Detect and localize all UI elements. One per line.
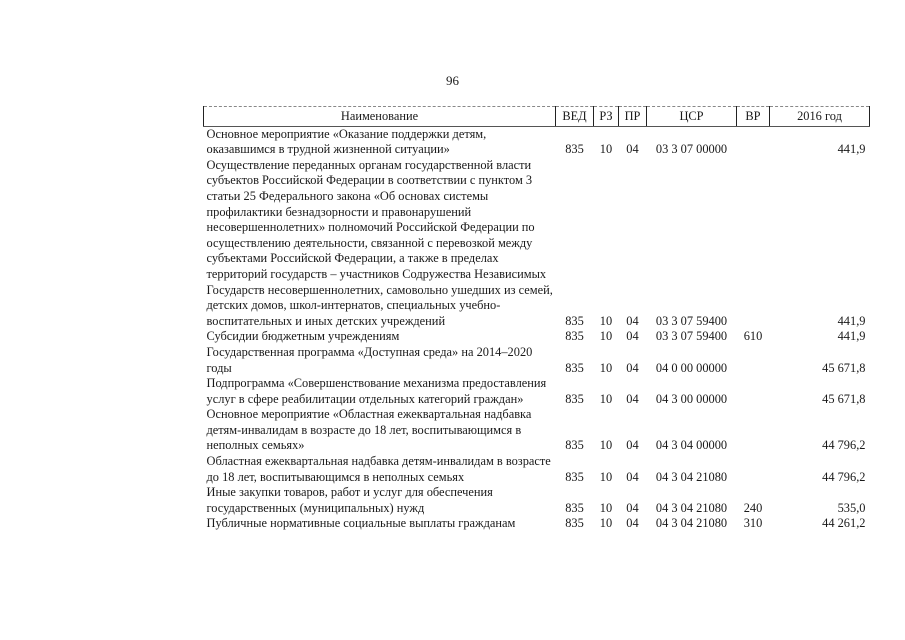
row-pr: 04 [626, 516, 639, 531]
header-pr: ПР [619, 107, 647, 127]
row-rz: 10 [599, 329, 613, 344]
row-vr [737, 376, 770, 407]
row-pr: 04 [626, 500, 639, 515]
row-sum: 535,0 [837, 500, 866, 515]
row-sum: 441,9 [837, 313, 866, 328]
table-row [204, 329, 870, 345]
table-row [204, 126, 870, 158]
row-csr: 04 3 04 21080 [655, 500, 728, 515]
row-rz: 10 [599, 500, 613, 515]
row-ved: 835 [565, 329, 584, 344]
row-name: Публичные нормативные социальные выплаты гражданам [206, 516, 516, 531]
row-sum: 45 671,8 [822, 360, 866, 375]
row-sum: 441,9 [837, 142, 866, 157]
row-sum: 441,9 [837, 329, 866, 344]
row-rz: 10 [599, 313, 613, 328]
row-pr: 04 [626, 142, 639, 157]
row-vr: 240 [743, 500, 763, 515]
row-vr [737, 454, 770, 485]
row-ved: 835 [565, 469, 584, 484]
row-sum: 45 671,8 [822, 391, 866, 406]
row-rz: 10 [599, 516, 613, 531]
row-vr [737, 407, 770, 454]
row-ved: 835 [565, 142, 584, 157]
row-name: Основное мероприятие «Областная ежеквартальная надбавка детям-инвалидам в возрасте до 18 лет, воспитывающимся в неполных семьях» [206, 407, 532, 453]
row-rz: 10 [599, 469, 613, 484]
row-ved: 835 [565, 360, 584, 375]
table-row [204, 376, 870, 407]
row-pr: 04 [626, 313, 639, 328]
header-vr: ВР [737, 107, 770, 127]
table-row [204, 454, 870, 485]
row-csr: 04 0 00 00000 [655, 360, 728, 375]
row-pr: 04 [626, 469, 639, 484]
table-header-row [204, 107, 870, 127]
row-ved: 835 [565, 313, 584, 328]
row-vr [737, 158, 770, 330]
row-name: Подпрограмма «Совершенствование механизма предоставления услуг в сфере реабилитации отдельных категорий граждан» [206, 376, 547, 406]
row-name: Государственная программа «Доступная среда» на 2014–2020 годы [206, 344, 533, 375]
row-ved: 835 [565, 391, 584, 406]
header-ved: ВЕД [556, 107, 594, 127]
row-ved: 835 [565, 438, 584, 453]
header-rz: РЗ [594, 107, 619, 127]
row-csr: 04 3 00 00000 [655, 391, 728, 406]
row-rz: 10 [599, 142, 613, 157]
row-name: Иные закупки товаров, работ и услуг для обеспечения государственных (муниципальных) нужд [206, 485, 493, 515]
row-rz: 10 [599, 391, 613, 406]
table-row [204, 345, 870, 376]
row-csr: 03 3 07 59400 [655, 329, 728, 344]
table-row [204, 407, 870, 454]
row-name: Основное мероприятие «Оказание поддержки детям, оказавшимся в трудной жизненной ситуации» [206, 126, 487, 157]
row-name: Областная ежеквартальная надбавка детям-инвалидам в возрасте до 18 лет, воспитывающимся в неполных семьях [206, 454, 551, 484]
row-name: Субсидии бюджетным учреждениям [206, 329, 400, 344]
row-vr: 610 [743, 329, 763, 344]
header-year: 2016 год [770, 107, 870, 127]
row-rz: 10 [599, 438, 613, 453]
table-row [204, 158, 870, 330]
row-sum: 44 796,2 [822, 469, 866, 484]
page-number: 96 [446, 73, 459, 88]
budget-table [203, 106, 870, 532]
row-name: Осуществление переданных органам государственной власти субъектов Российской Федерации в соответствии с пунктом 3 статьи 25 Федерального закона «Об основах системы профилактики безнадзорности и правонарушений несовершеннолетних» полномочий Российской Федерации по осуществлению деятельности, связанной с перевозкой между субъектами Российской Федерации, а также в пределах территорий государств – участников Содружества Независимых Государств несовершеннолетних, самовольно ушедших из семей, детских домов, школ-интернатов, специальных учебно-воспитательных и иных детских учреждений [206, 157, 553, 328]
row-vr [737, 126, 770, 158]
row-vr [737, 345, 770, 376]
row-sum: 44 796,2 [822, 438, 866, 453]
row-pr: 04 [626, 329, 639, 344]
row-pr: 04 [626, 391, 639, 406]
table-row [204, 485, 870, 516]
row-sum: 44 261,2 [822, 516, 866, 531]
row-csr: 04 3 04 21080 [655, 516, 728, 531]
row-csr: 03 3 07 00000 [655, 142, 728, 157]
header-csr: ЦСР [647, 107, 737, 127]
row-rz: 10 [599, 360, 613, 375]
header-name: Наименование [204, 107, 556, 127]
row-csr: 04 3 04 00000 [655, 438, 728, 453]
row-ved: 835 [565, 500, 584, 515]
row-ved: 835 [565, 516, 584, 531]
row-pr: 04 [626, 438, 639, 453]
row-csr: 04 3 04 21080 [655, 469, 728, 484]
row-csr: 03 3 07 59400 [655, 313, 728, 328]
table-row [204, 516, 870, 532]
row-pr: 04 [626, 360, 639, 375]
row-vr: 310 [743, 516, 763, 531]
